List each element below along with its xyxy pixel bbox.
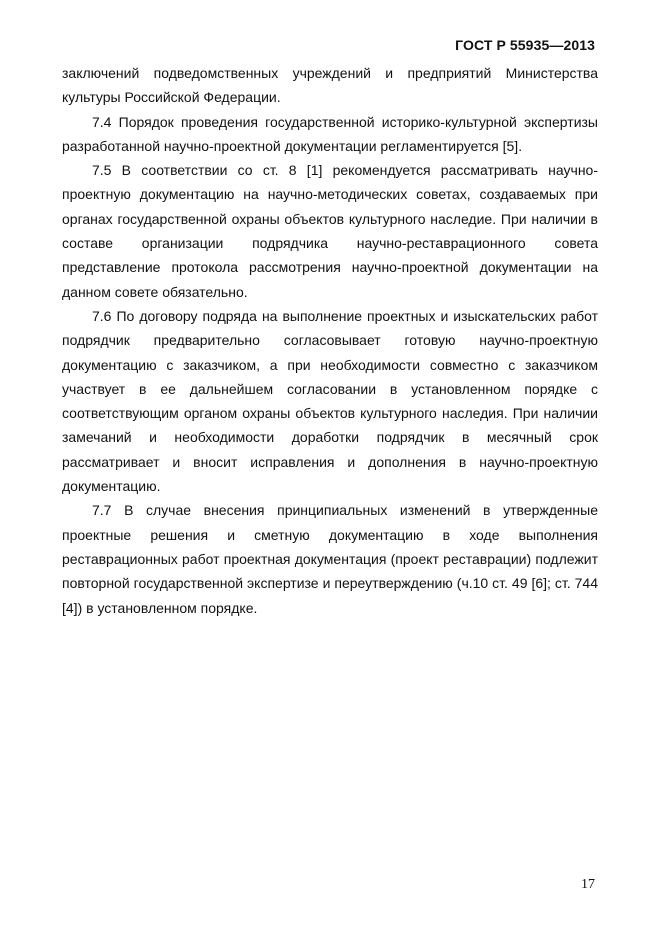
- paragraph-7-5: 7.5 В соответствии со ст. 8 [1] рекомендуется рассматривать научно-проектную документацию на научно-методических советах, создаваемых при органах государственной охраны объектов культурного наследие. При наличии в составе организации подрядчика научно-реставрационного совета представление протокола рассмотрения научно-проектной документации на данном совете обязательно.: [62, 162, 598, 300]
- document-body: [62, 61, 598, 620]
- paragraph-7-7: 7.7 В случае внесения принципиальных изменений в утвержденные проектные решения и сметную документацию в ходе выполнения реставрационных работ проектная документация (проект реставрации) подлежит повторной государственной экспертизе и переутверждению (ч.10 ст. 49 [6]; ст. 744 [4]) в установленном порядке.: [62, 502, 598, 616]
- paragraph-continuation: заключений подведомственных учреждений и предприятий Министерства культуры Российской Федерации.: [62, 65, 598, 106]
- page-number: 17: [581, 877, 595, 892]
- paragraph-7-4: 7.4 Порядок проведения государственной историко-культурной экспертизы разработанной научно-проектной документации регламентируется [5].: [62, 113, 598, 154]
- document-header-id: ГОСТ Р 55935—2013: [455, 37, 595, 53]
- paragraph-7-6: 7.6 По договору подряда на выполнение проектных и изыскательских работ подрядчик предварительно согласовывает готовую научно-проектную документацию с заказчиком, а при необходимости совместно с заказчиком участвует в ее дальнейшем согласовании в установленном порядке с соответствующим органом охраны объектов культурного наследия. При наличии замечаний и необходимости доработки подрядчик в месячный срок рассматривает и вносит исправления и дополнения в научно-проектную документацию.: [62, 307, 598, 495]
